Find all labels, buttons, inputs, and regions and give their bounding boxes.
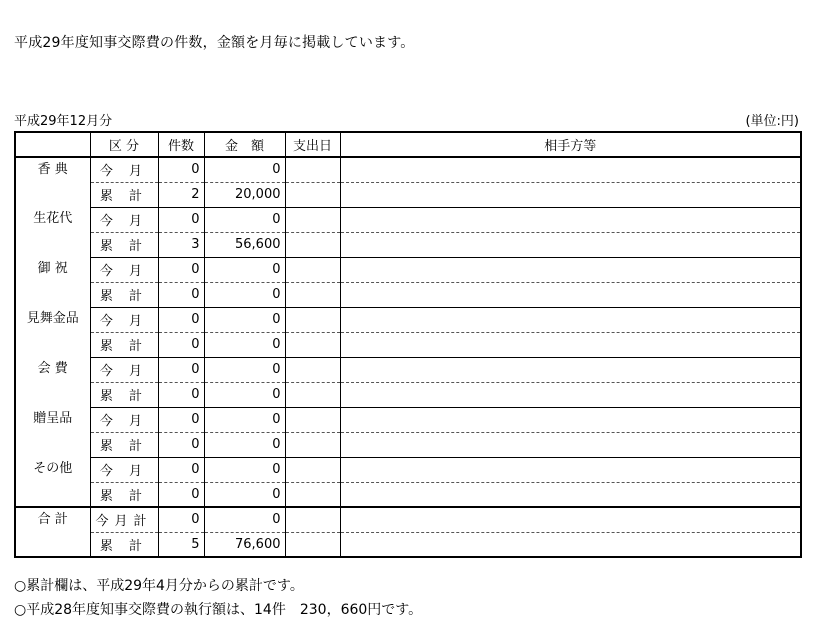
date-cell [285,282,340,307]
date-cell [285,507,340,532]
count-cell: 3 [158,232,204,257]
division-cell: 今 月 [90,257,158,282]
date-cell [285,257,340,282]
header-amount: 金 額 [204,132,285,157]
note-previous-year: ○平成28年度知事交際費の執行額は、14件 230，660円です。 [14,602,423,618]
party-cell [340,232,801,257]
date-cell [285,532,340,557]
category-cell: 生花代 [15,207,90,257]
count-cell: 0 [158,282,204,307]
division-cell: 累 計 [90,332,158,357]
table-row [15,432,801,457]
amount-cell: 0 [204,507,285,532]
division-cell: 累 計 [90,432,158,457]
division-cell: 累 計 [90,282,158,307]
division-cell: 累 計 [90,382,158,407]
unit-label: (単位:円) [745,114,799,129]
category-cell: 合 計 [15,507,90,557]
category-cell: その他 [15,457,90,507]
period-label: 平成29年12月分 [14,114,113,129]
amount-cell: 0 [204,357,285,382]
table-row [15,357,801,382]
division-cell: 累 計 [90,532,158,557]
expense-table [14,131,802,558]
date-cell [285,307,340,332]
table-row [15,407,801,432]
count-cell: 0 [158,357,204,382]
amount-cell: 0 [204,332,285,357]
count-cell: 5 [158,532,204,557]
header-count: 件数 [158,132,204,157]
intro-text: 平成29年度知事交際費の件数，金額を月毎に掲載しています。 [14,35,415,51]
division-cell: 今 月 [90,307,158,332]
date-cell [285,432,340,457]
count-cell: 0 [158,307,204,332]
division-cell: 今 月 [90,457,158,482]
date-cell [285,357,340,382]
party-cell [340,507,801,532]
party-cell [340,457,801,482]
count-cell: 0 [158,382,204,407]
count-cell: 0 [158,432,204,457]
count-cell: 0 [158,457,204,482]
table-row [15,307,801,332]
count-cell: 0 [158,207,204,232]
division-cell: 今月計 [90,507,158,532]
date-cell [285,457,340,482]
division-cell: 今 月 [90,407,158,432]
header-date: 支出日 [285,132,340,157]
party-cell [340,532,801,557]
category-cell: 香 典 [15,157,90,207]
count-cell: 0 [158,157,204,182]
category-cell: 会 費 [15,357,90,407]
table-row [15,232,801,257]
count-cell: 0 [158,507,204,532]
count-cell: 0 [158,482,204,507]
header-party: 相手方等 [340,132,801,157]
date-cell [285,482,340,507]
table-row [15,507,801,532]
amount-cell: 0 [204,307,285,332]
party-cell [340,382,801,407]
amount-cell: 0 [204,282,285,307]
date-cell [285,382,340,407]
category-cell: 贈呈品 [15,407,90,457]
count-cell: 2 [158,182,204,207]
party-cell [340,157,801,182]
party-cell [340,182,801,207]
notes [14,574,422,622]
table-row [15,157,801,182]
table-row [15,207,801,232]
amount-cell: 56,600 [204,232,285,257]
division-cell: 今 月 [90,157,158,182]
table-row [15,257,801,282]
party-cell [340,407,801,432]
note-cumulative: ○累計欄は、平成29年4月分からの累計です。 [14,578,304,594]
category-cell: 見舞金品 [15,307,90,357]
division-cell: 累 計 [90,232,158,257]
date-cell [285,232,340,257]
table-header-row [15,132,801,157]
party-cell [340,257,801,282]
amount-cell: 0 [204,207,285,232]
table-row [15,182,801,207]
party-cell [340,307,801,332]
table-row [15,382,801,407]
count-cell: 0 [158,407,204,432]
amount-cell: 0 [204,432,285,457]
amount-cell: 0 [204,482,285,507]
date-cell [285,182,340,207]
header-category [15,132,90,157]
table-row [15,332,801,357]
amount-cell: 0 [204,407,285,432]
table-row [15,482,801,507]
party-cell [340,282,801,307]
date-cell [285,157,340,182]
date-cell [285,207,340,232]
date-cell [285,332,340,357]
amount-cell: 0 [204,157,285,182]
count-cell: 0 [158,257,204,282]
table-body [15,157,801,557]
table-row [15,457,801,482]
table-row [15,282,801,307]
division-cell: 今 月 [90,357,158,382]
party-cell [340,482,801,507]
party-cell [340,207,801,232]
division-cell: 累 計 [90,182,158,207]
division-cell: 累 計 [90,482,158,507]
amount-cell: 76,600 [204,532,285,557]
count-cell: 0 [158,332,204,357]
date-cell [285,407,340,432]
amount-cell: 20,000 [204,182,285,207]
amount-cell: 0 [204,457,285,482]
party-cell [340,357,801,382]
division-cell: 今 月 [90,207,158,232]
category-cell: 御 祝 [15,257,90,307]
header-division: 区 分 [90,132,158,157]
party-cell [340,432,801,457]
party-cell [340,332,801,357]
amount-cell: 0 [204,257,285,282]
table-row [15,532,801,557]
amount-cell: 0 [204,382,285,407]
